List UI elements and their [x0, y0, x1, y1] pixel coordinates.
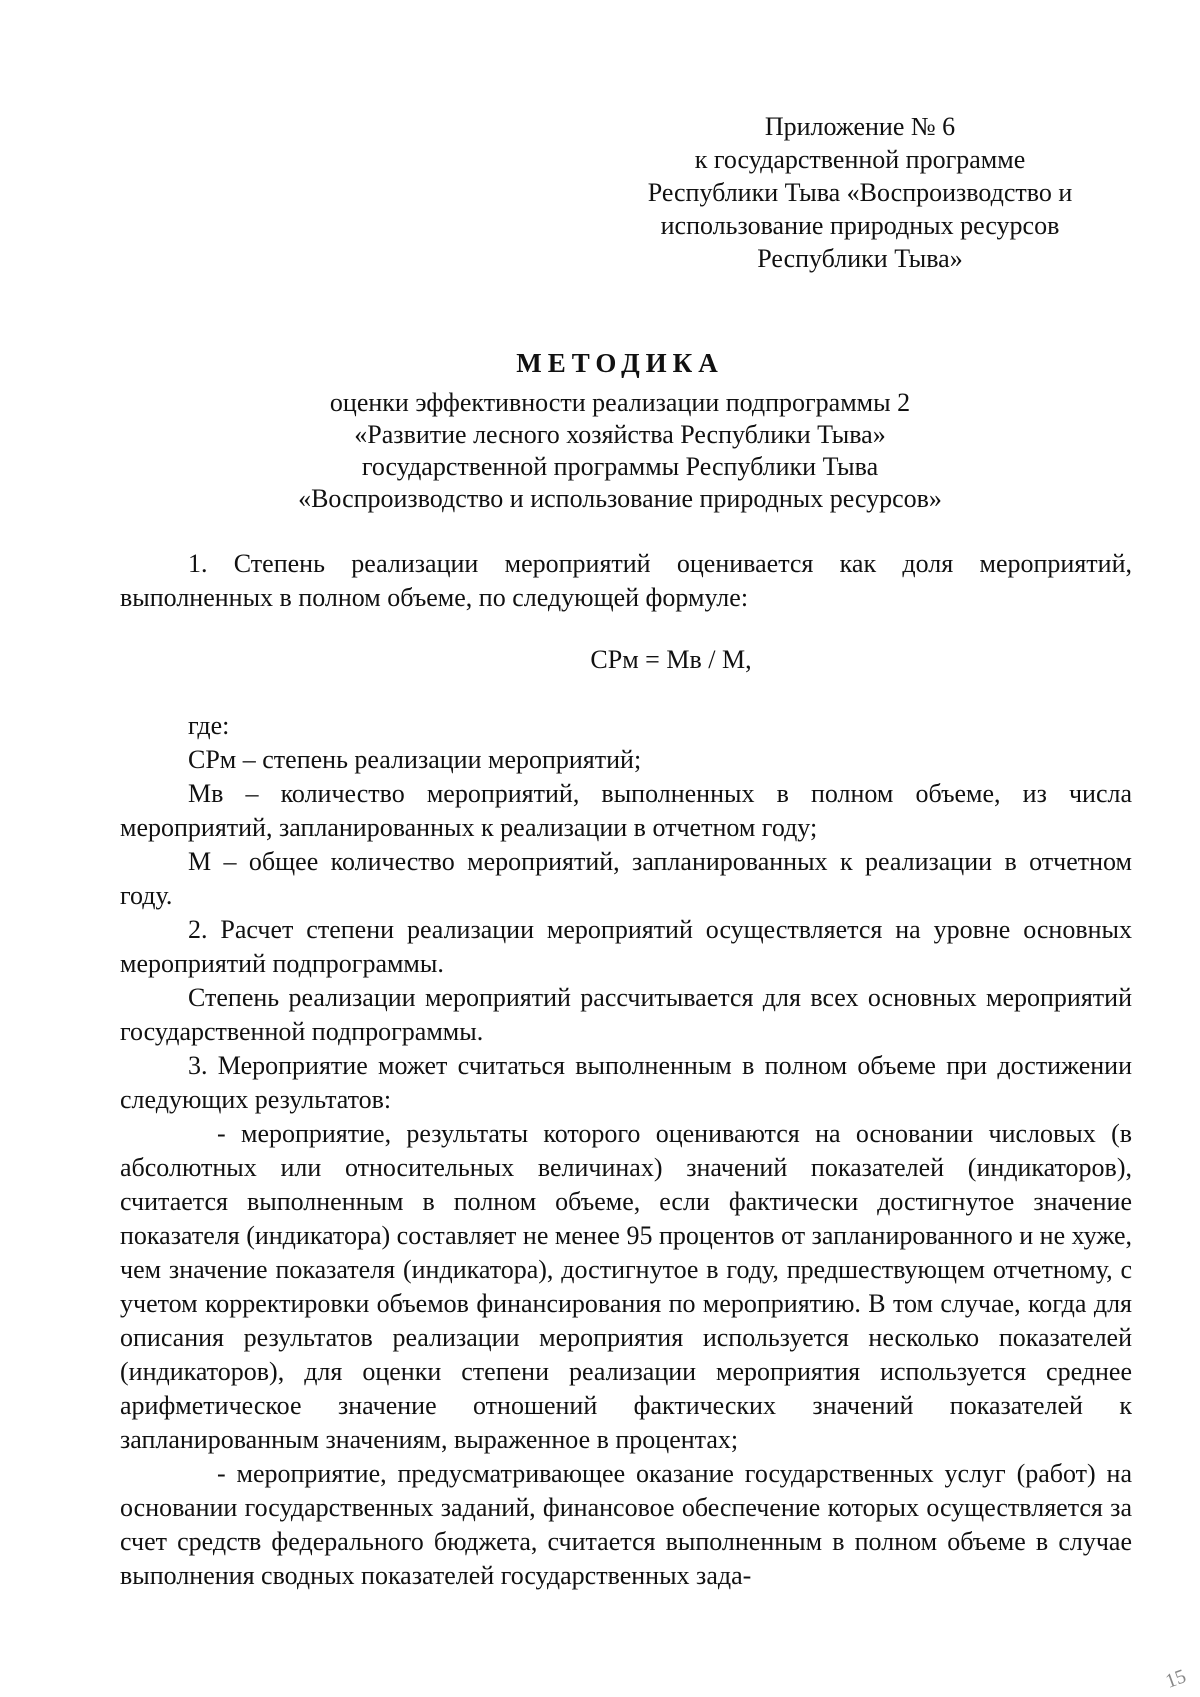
- definition-m: М – общее количество мероприятий, запланированных к реализации в отчетном году.: [120, 847, 1132, 910]
- appendix-line: Республики Тыва «Воспроизводство и: [647, 178, 1073, 207]
- paragraph-3-item-1: - мероприятие, результаты которого оцениваются на основании числовых (в абсолютных или относительных величинах) значений показателей (индикаторов), считается выполненным в полном объеме, если фактически достигнутое значение показателя (индикатора) составляет не менее 95 процентов от запланированного и не хуже, чем значение показателя (индикатора), достигнутое в году, предшествующем отчетному, с учетом корректировки объемов финансирования по мероприятию. В том случае, когда для описания результатов реализации мероприятия используется несколько показателей (индикаторов), для оценки степени реализации мероприятия используется среднее арифметическое значение отношений фактических значений показателей к запланированным значениям, выраженное в процентах;: [120, 1119, 1132, 1454]
- subtitle-line: оценки эффективности реализации подпрограммы 2: [329, 388, 911, 417]
- subtitle-line: «Развитие лесного хозяйства Республики Тыва»: [354, 420, 886, 449]
- paragraph-2: 2. Расчет степени реализации мероприятий осуществляется на уровне основных мероприятий подпрограммы.: [120, 915, 1132, 978]
- appendix-line: к государственной программе: [694, 145, 1026, 174]
- where-label: где:: [188, 711, 230, 740]
- definition-mv: Мв – количество мероприятий, выполненных в полном объеме, из числа мероприятий, запланированных к реализации в отчетном году;: [120, 779, 1132, 842]
- subtitle-line: государственной программы Республики Тыва: [361, 452, 879, 481]
- paragraph-3-item-2: - мероприятие, предусматривающее оказание государственных услуг (работ) на основании государственных заданий, финансовое обеспечение которых осуществляется за счет средств федерального бюджета, считается выполненным в полном объеме в случае выполнения сводных показателей государственных зада-: [120, 1459, 1132, 1590]
- document-body: [120, 547, 1132, 1593]
- appendix-header: [600, 110, 1120, 275]
- document-title: МЕТОДИКА: [516, 348, 724, 378]
- appendix-line: Приложение № 6: [764, 112, 956, 141]
- title-block: [120, 345, 1120, 515]
- appendix-line: использование природных ресурсов: [660, 211, 1060, 240]
- paragraph-2b: Степень реализации мероприятий рассчитывается для всех основных мероприятий государственной подпрограммы.: [120, 983, 1132, 1046]
- appendix-line: Республики Тыва»: [757, 244, 963, 273]
- subtitle-line: «Воспроизводство и использование природных ресурсов»: [298, 484, 942, 513]
- paragraph-1: 1. Степень реализации мероприятий оценивается как доля мероприятий, выполненных в полном объеме, по следующей формуле:: [120, 549, 1132, 612]
- definition-crm: СРм – степень реализации мероприятий;: [188, 745, 642, 774]
- page-mark: 15: [1162, 1665, 1189, 1693]
- formula: СРм = Мв / М,: [590, 645, 752, 674]
- paragraph-3: 3. Мероприятие может считаться выполненным в полном объеме при достижении следующих результатов:: [120, 1051, 1132, 1114]
